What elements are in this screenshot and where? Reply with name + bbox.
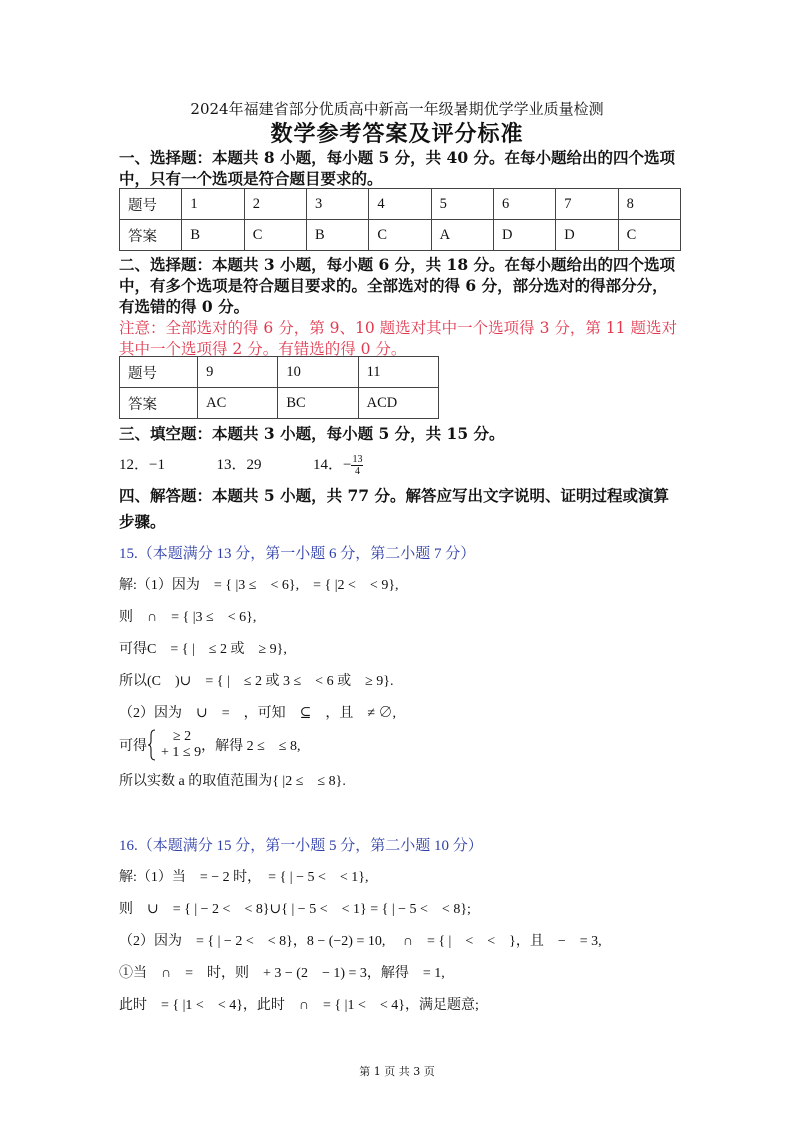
- answer-cell: C: [618, 220, 680, 251]
- answer-cell: B: [307, 220, 369, 251]
- answer-12: 12．−1: [119, 457, 165, 473]
- answer-13: 13．29: [216, 457, 262, 473]
- q16-line4: ①当 ∩ = 时，则 + 3 − (2 − 1) = 3，解得 = 1,: [119, 966, 445, 981]
- question-number-cell: 8: [618, 189, 680, 220]
- question-number-cell: 6: [493, 189, 555, 220]
- answer-14: 14．− $\frac{13}{4}$: [312, 454, 363, 478]
- page-number: 第 1 页 共 3 页: [359, 1065, 435, 1078]
- answer-cell: AC: [198, 388, 278, 419]
- answer-cell: D: [493, 220, 555, 251]
- q15-line7: 所以实数 a 的取值范围为{ |2 ≤ ≤ 8}.: [119, 774, 346, 789]
- part2-intro-line1: 二、选择题：本题共 3 小题，每小题 6 分，共 18 分。在每小题给出的四个选项: [119, 255, 676, 274]
- question-number-cell: 11: [358, 357, 438, 388]
- answer-cell: D: [556, 220, 618, 251]
- question-number-cell: 9: [198, 357, 278, 388]
- q15-line5: （2）因为 ∪ = ，可知 ⊆ ，且 ≠ ∅,: [119, 706, 397, 721]
- exam-subtitle: 2024年福建省部分优质高中新高一年级暑期优学学业质量检测: [190, 100, 604, 118]
- answer-cell: C: [244, 220, 306, 251]
- q16-heading: 16.（本题满分 15 分，第一小题 5 分，第二小题 10 分）: [119, 838, 483, 854]
- part2-intro-line3: 有选错的得 0 分。: [119, 297, 250, 316]
- inequality-system: ≥ 2 + 1 ≤ 9: [161, 729, 202, 760]
- part2-intro-line2: 中，有多个选项是符合题目要求的。全部选对的得 6 分，部分选对的得部分分，: [119, 276, 668, 295]
- part2-note-line1: 注意：全部选对的得 6 分，第 9、10 题选对其中一个选项得 3 分，第 11 题选对: [119, 319, 677, 337]
- question-number-cell: 3: [307, 189, 369, 220]
- q16-line3: （2）因为 = { | − 2 < < 8}，8 − (−2) = 10, ∩ = { | < < }，且 − = 3,: [119, 934, 602, 949]
- answer-cell: B: [182, 220, 244, 251]
- answer-cell: C: [369, 220, 431, 251]
- question-number-cell: 2: [244, 189, 306, 220]
- q16-line2: 则 ∪ = { | − 2 < < 8}∪{ | − 5 < < 1} = { | − 5 < < 8};: [119, 902, 471, 917]
- row-label: 答案: [120, 220, 182, 251]
- part4-intro-line2: 步骤。: [119, 512, 166, 531]
- question-number-cell: 10: [278, 357, 358, 388]
- question-number-cell: 1: [182, 189, 244, 220]
- question-number-cell: 7: [556, 189, 618, 220]
- part2-note-line2: 其中一个选项得 2 分。有错选的得 0 分。: [119, 340, 407, 358]
- fraction: $\frac{13}{4}$: [352, 454, 363, 478]
- table-row: [120, 189, 681, 220]
- answer-cell: BC: [278, 388, 358, 419]
- q16-line1: 解:（1）当 = − 2 时， = { | − 5 < < 1},: [119, 870, 369, 885]
- question-number-cell: 5: [431, 189, 493, 220]
- part3-intro: 三、填空题：本题共 3 小题，每小题 5 分，共 15 分。: [119, 424, 505, 443]
- answer-cell: ACD: [358, 388, 438, 419]
- q15-line3: 可得C = { | ≤ 2 或 ≥ 9},: [119, 642, 287, 657]
- question-number-cell: 4: [369, 189, 431, 220]
- answer-cell: A: [431, 220, 493, 251]
- page-title: 数学参考答案及评分标准: [270, 121, 524, 147]
- part1-intro-line2: 中，只有一个选项是符合题目要求的。: [119, 169, 383, 188]
- row-label: 题号: [120, 357, 198, 388]
- q16-line5: 此时 = { |1 < < 4}，此时 ∩ = { |1 < < 4}，满足题意;: [119, 998, 479, 1013]
- table-row: [120, 357, 439, 388]
- q15-line4: 所以(C )∪ = { | ≤ 2 或 3 ≤ < 6 或 ≥ 9}.: [119, 674, 394, 689]
- q15-heading: 15.（本题满分 13 分，第一小题 6 分，第二小题 7 分）: [119, 546, 476, 562]
- part1-intro-line1: 一、选择题：本题共 8 小题，每小题 5 分，共 40 分。在每小题给出的四个选项: [119, 148, 676, 167]
- part4-intro-line1: 四、解答题：本题共 5 小题，共 77 分。解答应写出文字说明、证明过程或演算: [119, 486, 669, 505]
- q15-line6: 可得 ≥ 2 + 1 ≤ 9 ，解得 2 ≤ ≤ 8,: [119, 729, 301, 760]
- part1-answer-table: [119, 188, 681, 251]
- table-row: [120, 220, 681, 251]
- left-brace-icon: [147, 729, 157, 761]
- table-row: [120, 388, 439, 419]
- q15-line2: 则 ∩ = { |3 ≤ < 6},: [119, 610, 257, 625]
- part2-answer-table: [119, 356, 439, 419]
- row-label: 答案: [120, 388, 198, 419]
- row-label: 题号: [120, 189, 182, 220]
- q15-line1: 解:（1）因为 = { |3 ≤ < 6}, = { |2 < < 9},: [119, 578, 399, 593]
- fill-in-answers: [119, 453, 363, 477]
